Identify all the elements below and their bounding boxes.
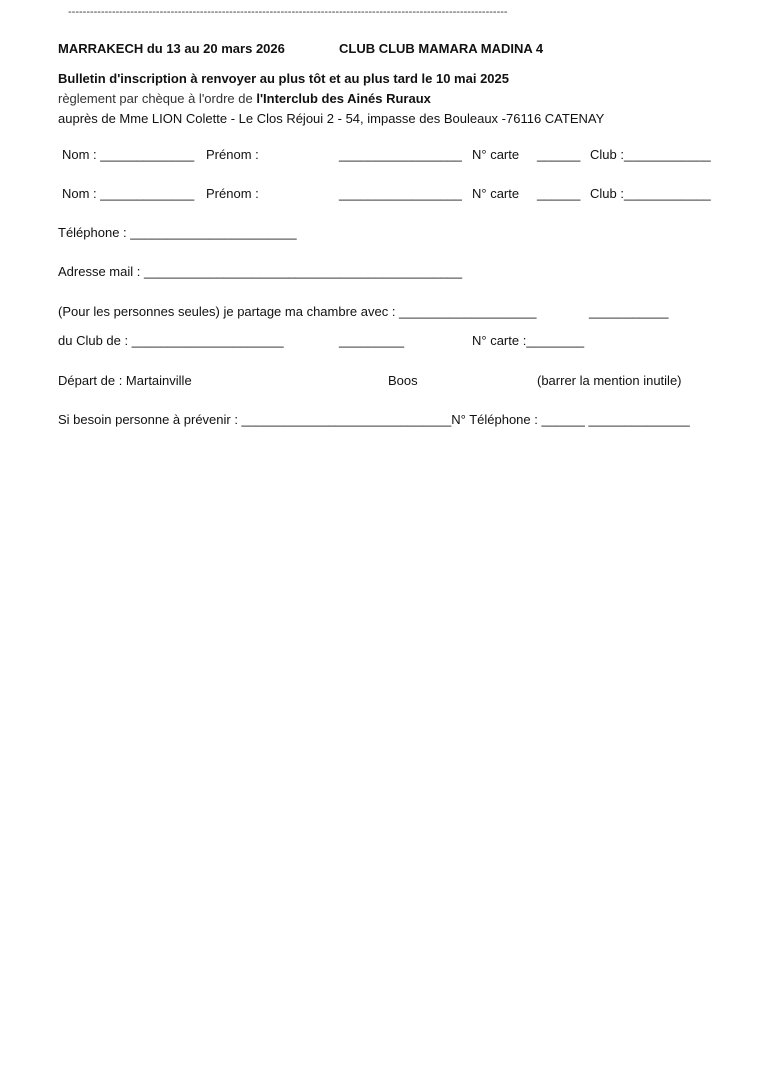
emergency-phone-field[interactable]: N° Téléphone : ______ ______________ [451, 412, 690, 427]
trip-title: MARRAKECH du 13 au 20 mars 2026 [58, 41, 285, 56]
payment-payee: l'Interclub des Ainés Ruraux [256, 91, 431, 106]
person1-carte-label: N° carte [472, 147, 520, 162]
person1-nom-field[interactable]: Nom : _____________ [62, 147, 195, 162]
email-field[interactable]: Adresse mail : ____________________________________________ [58, 264, 463, 279]
mailing-address: auprès de Mme LION Colette - Le Clos Réjoui 2 - 54, impasse des Bouleaux -76116 CATENAY [58, 111, 605, 126]
club-of-carte-field[interactable]: N° carte :________ [472, 333, 585, 348]
payment-prefix: règlement par chèque à l'ordre de [58, 91, 257, 106]
telephone-field[interactable]: Téléphone : _______________________ [58, 225, 297, 240]
person1-prenom-field[interactable]: _________________ [339, 147, 462, 162]
club-of-field[interactable]: du Club de : _____________________ [58, 333, 284, 348]
person1-club-field[interactable]: Club :____________ [590, 147, 711, 162]
person2-club-field[interactable]: Club :____________ [590, 186, 711, 201]
share-room-field[interactable]: (Pour les personnes seules) je partage ma chambre avec : ___________________ [58, 304, 537, 319]
departure-note: (barrer la mention inutile) [537, 373, 682, 388]
person2-carte-label: N° carte [472, 186, 520, 201]
emergency-contact-field[interactable] [58, 412, 690, 428]
departure-option-martainville[interactable]: Départ de : Martainville [58, 373, 192, 388]
cut-line: ------------------------------------------------------------------------------------------------------------------------ [68, 6, 508, 18]
share-room-extra-field[interactable]: ___________ [589, 304, 669, 319]
person1-prenom-label: Prénom : [206, 147, 259, 162]
emergency-contact-text: Si besoin personne à prévenir : _____________________________ [58, 412, 452, 427]
person2-prenom-field[interactable]: _________________ [339, 186, 462, 201]
club-title: CLUB CLUB MAMARA MADINA 4 [339, 41, 544, 56]
club-of-extra-field[interactable]: _________ [339, 333, 405, 348]
person1-carte-field[interactable]: ______ [537, 147, 581, 162]
person2-nom-field[interactable]: Nom : _____________ [62, 186, 195, 201]
person2-carte-field[interactable]: ______ [537, 186, 581, 201]
person2-prenom-label: Prénom : [206, 186, 259, 201]
payment-line [58, 91, 431, 107]
bulletin-heading: Bulletin d'inscription à renvoyer au plus tôt et au plus tard le 10 mai 2025 [58, 71, 509, 86]
departure-option-boos[interactable]: Boos [388, 373, 418, 388]
